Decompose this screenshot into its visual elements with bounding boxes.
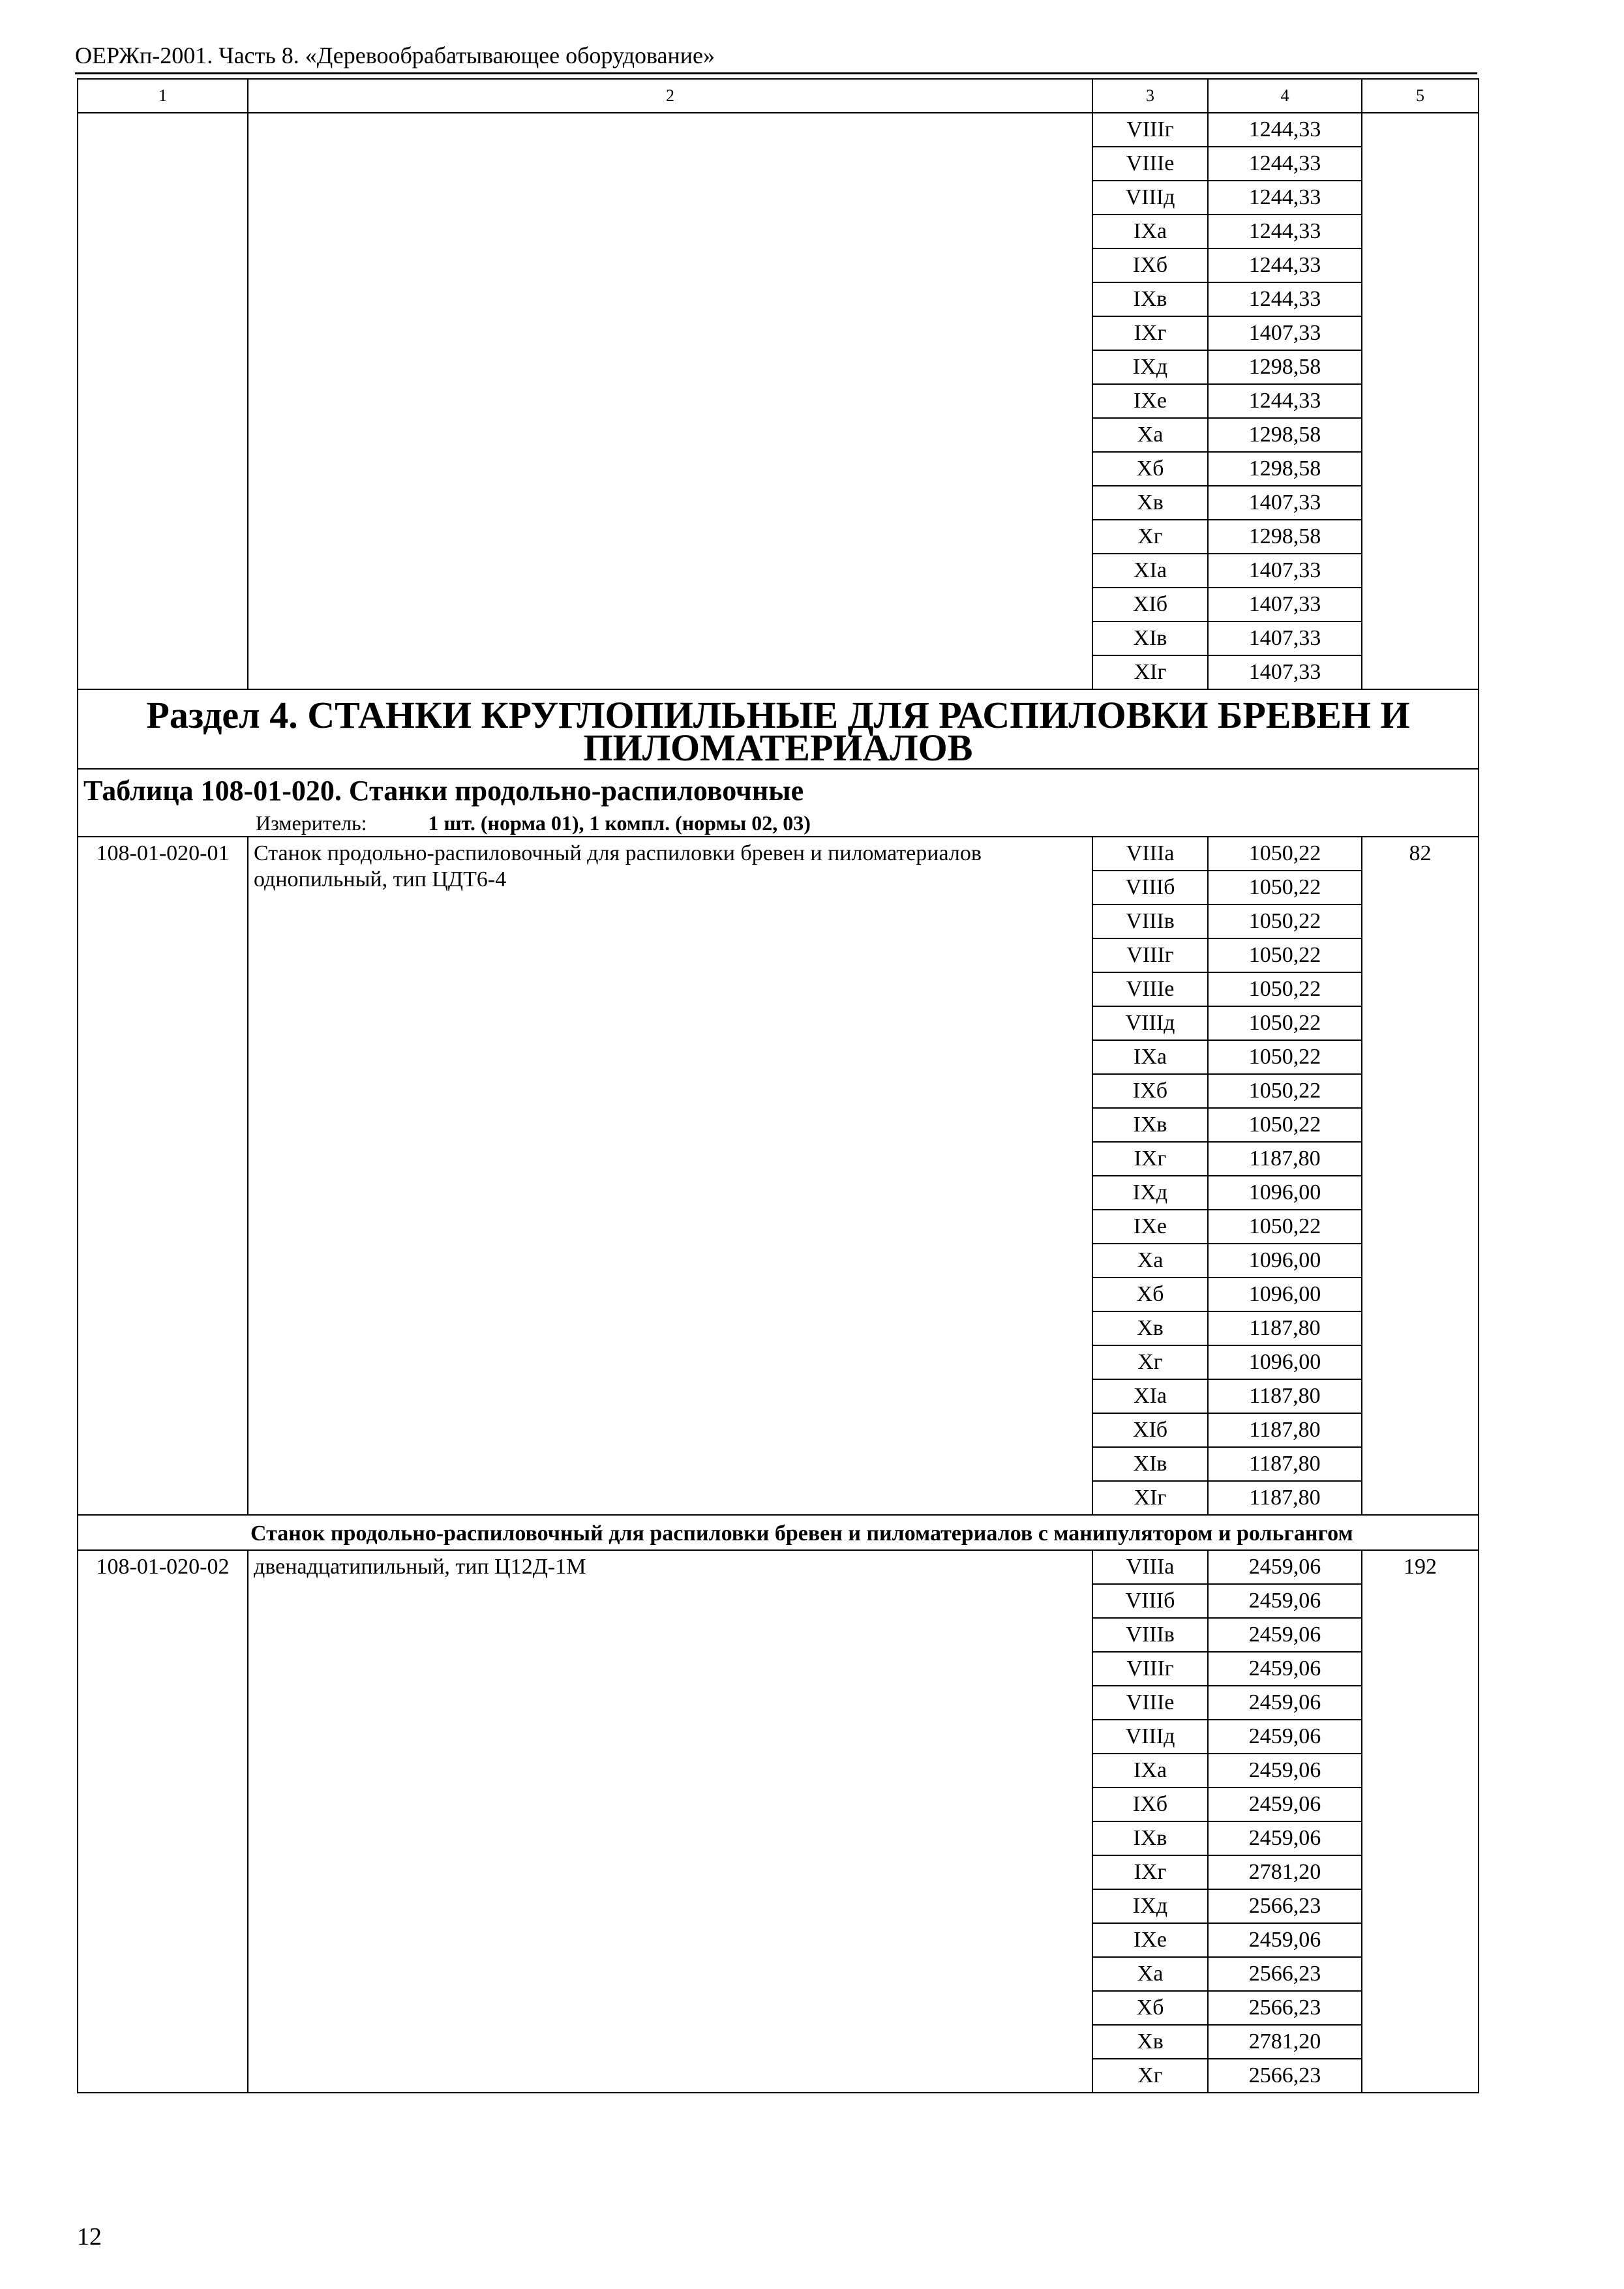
table-title: Таблица 108-01-020. Станки продольно-распиловочные	[83, 775, 804, 807]
zone-cell: Xа	[1092, 1244, 1208, 1278]
note-cell-empty	[1362, 113, 1479, 689]
price-cell: 1407,33	[1208, 486, 1362, 520]
price-cell: 1187,80	[1208, 1413, 1362, 1447]
page-header: ОЕРЖп-2001. Часть 8. «Деревообрабатывающее оборудование»	[75, 42, 715, 68]
price-cell: 1244,33	[1208, 248, 1362, 282]
price-cell: 1244,33	[1208, 113, 1362, 147]
zone-cell: VIIIг	[1092, 113, 1208, 147]
price-cell: 1407,33	[1208, 655, 1362, 689]
zone-cell: IXд	[1092, 1889, 1208, 1923]
price-cell: 2459,06	[1208, 1754, 1362, 1788]
price-cell: 1187,80	[1208, 1142, 1362, 1176]
zone-cell: IXв	[1092, 1108, 1208, 1142]
price-cell: 1050,22	[1208, 905, 1362, 938]
description-cell	[248, 1550, 1092, 2093]
description-cell-empty	[248, 113, 1092, 689]
zone-cell: VIIIд	[1092, 1006, 1208, 1040]
zone-cell: IXд	[1092, 1176, 1208, 1210]
measure-label: Измеритель:	[256, 811, 367, 835]
zone-cell: VIIIе	[1092, 147, 1208, 181]
table-title-row	[78, 769, 1479, 837]
price-cell: 1407,33	[1208, 554, 1362, 588]
price-cell: 1050,22	[1208, 1074, 1362, 1108]
zone-cell: IXа	[1092, 1754, 1208, 1788]
zone-cell: XIб	[1092, 588, 1208, 621]
zone-cell: Xа	[1092, 1957, 1208, 1991]
zone-cell: XIв	[1092, 621, 1208, 655]
zone-cell: IXб	[1092, 1788, 1208, 1821]
zone-cell: IXа	[1092, 215, 1208, 248]
item-description: Станок продольно-распиловочный для распиловки бревен и пиломатериалов однопильный, тип ЦДТ6-4	[254, 841, 982, 891]
price-cell: 1407,33	[1208, 316, 1362, 350]
price-cell: 1050,22	[1208, 938, 1362, 972]
zone-cell: IXг	[1092, 316, 1208, 350]
price-cell: 1096,00	[1208, 1244, 1362, 1278]
table-row	[78, 1550, 1479, 1584]
column-number-row	[78, 79, 1479, 113]
table-row	[78, 113, 1479, 147]
price-cell: 1407,33	[1208, 588, 1362, 621]
zone-cell: IXд	[1092, 350, 1208, 384]
zone-cell: XIа	[1092, 554, 1208, 588]
description-cell	[248, 837, 1092, 1515]
price-cell: 2459,06	[1208, 1821, 1362, 1855]
page-number: 12	[77, 2223, 102, 2251]
item-description: двенадцатипильный, тип Ц12Д-1М	[254, 1555, 586, 1579]
zone-cell: Xг	[1092, 1345, 1208, 1379]
section-row	[78, 689, 1479, 769]
price-cell: 1096,00	[1208, 1345, 1362, 1379]
subheading-row	[78, 1515, 1479, 1550]
price-cell: 1298,58	[1208, 350, 1362, 384]
zone-cell: VIIIд	[1092, 181, 1208, 215]
zone-cell: VIIIб	[1092, 1584, 1208, 1618]
price-cell: 1407,33	[1208, 621, 1362, 655]
zone-cell: Xа	[1092, 418, 1208, 452]
column-number: 4	[1208, 79, 1362, 113]
zone-cell: IXв	[1092, 1821, 1208, 1855]
column-number: 3	[1092, 79, 1208, 113]
price-cell: 1050,22	[1208, 1108, 1362, 1142]
header-rule	[75, 72, 1477, 74]
zone-cell: Xб	[1092, 1278, 1208, 1311]
zone-cell: VIIIв	[1092, 905, 1208, 938]
price-cell: 1050,22	[1208, 1040, 1362, 1074]
zone-cell: Xв	[1092, 1311, 1208, 1345]
zone-cell: IXб	[1092, 248, 1208, 282]
zone-cell: IXе	[1092, 1923, 1208, 1957]
price-cell: 1187,80	[1208, 1481, 1362, 1515]
code-cell: 108-01-020-02	[78, 1550, 248, 2093]
measure-line	[83, 810, 1473, 836]
zone-cell: VIIIв	[1092, 1618, 1208, 1652]
zone-cell: IXг	[1092, 1142, 1208, 1176]
note-cell: 82	[1362, 837, 1479, 1515]
zone-cell: VIIIе	[1092, 1686, 1208, 1720]
table-title-cell	[78, 769, 1479, 837]
zone-cell: IXв	[1092, 282, 1208, 316]
zone-cell: IXб	[1092, 1074, 1208, 1108]
price-table	[77, 78, 1479, 2093]
zone-cell: VIIIд	[1092, 1720, 1208, 1754]
zone-cell: Xг	[1092, 520, 1208, 554]
zone-cell: Xб	[1092, 1991, 1208, 2025]
price-cell: 2566,23	[1208, 1889, 1362, 1923]
zone-cell: VIIIг	[1092, 938, 1208, 972]
section-title: Раздел 4. СТАНКИ КРУГЛОПИЛЬНЫЕ ДЛЯ РАСПИЛОВКИ БРЕВЕН И ПИЛОМАТЕРИАЛОВ	[78, 689, 1479, 769]
price-cell: 1050,22	[1208, 837, 1362, 871]
price-cell: 2781,20	[1208, 1855, 1362, 1889]
price-cell: 1298,58	[1208, 418, 1362, 452]
price-cell: 1050,22	[1208, 1210, 1362, 1244]
price-cell: 2459,06	[1208, 1550, 1362, 1584]
column-number: 1	[78, 79, 248, 113]
price-cell: 1096,00	[1208, 1176, 1362, 1210]
zone-cell: XIг	[1092, 655, 1208, 689]
measure-value: 1 шт. (норма 01), 1 компл. (нормы 02, 03)	[428, 811, 811, 835]
price-cell: 2566,23	[1208, 1991, 1362, 2025]
price-cell: 1244,33	[1208, 215, 1362, 248]
zone-cell: XIб	[1092, 1413, 1208, 1447]
price-cell: 2459,06	[1208, 1652, 1362, 1686]
zone-cell: VIIIа	[1092, 1550, 1208, 1584]
price-cell: 1050,22	[1208, 972, 1362, 1006]
price-cell: 1187,80	[1208, 1379, 1362, 1413]
zone-cell: XIв	[1092, 1447, 1208, 1481]
price-cell: 1096,00	[1208, 1278, 1362, 1311]
zone-cell: VIIIе	[1092, 972, 1208, 1006]
code-cell: 108-01-020-01	[78, 837, 248, 1515]
price-cell: 1244,33	[1208, 384, 1362, 418]
price-cell: 1187,80	[1208, 1311, 1362, 1345]
price-cell: 2459,06	[1208, 1618, 1362, 1652]
price-cell: 2459,06	[1208, 1686, 1362, 1720]
zone-cell: Xв	[1092, 2025, 1208, 2059]
price-cell: 2459,06	[1208, 1923, 1362, 1957]
zone-cell: VIIIб	[1092, 871, 1208, 905]
zone-cell: VIIIа	[1092, 837, 1208, 871]
price-cell: 1298,58	[1208, 452, 1362, 486]
column-number: 2	[248, 79, 1092, 113]
zone-cell: Xг	[1092, 2059, 1208, 2093]
group-subheading: Станок продольно-распиловочный для распиловки бревен и пиломатериалов с манипулятором и рольгангом	[78, 1515, 1479, 1550]
price-cell: 2566,23	[1208, 2059, 1362, 2093]
zone-cell: XIг	[1092, 1481, 1208, 1515]
price-cell: 2459,06	[1208, 1720, 1362, 1754]
table-row	[78, 837, 1479, 871]
price-cell: 1050,22	[1208, 871, 1362, 905]
price-cell: 1244,33	[1208, 147, 1362, 181]
zone-cell: IXа	[1092, 1040, 1208, 1074]
price-cell: 1187,80	[1208, 1447, 1362, 1481]
zone-cell: Xб	[1092, 452, 1208, 486]
zone-cell: Xв	[1092, 486, 1208, 520]
price-cell: 1244,33	[1208, 181, 1362, 215]
code-cell-empty	[78, 113, 248, 689]
zone-cell: XIа	[1092, 1379, 1208, 1413]
price-cell: 1298,58	[1208, 520, 1362, 554]
table-body	[78, 79, 1479, 2093]
zone-cell: IXе	[1092, 384, 1208, 418]
zone-cell: VIIIг	[1092, 1652, 1208, 1686]
price-cell: 2459,06	[1208, 1788, 1362, 1821]
price-cell: 1050,22	[1208, 1006, 1362, 1040]
zone-cell: IXг	[1092, 1855, 1208, 1889]
zone-cell: IXе	[1092, 1210, 1208, 1244]
price-cell: 2781,20	[1208, 2025, 1362, 2059]
note-cell: 192	[1362, 1550, 1479, 2093]
column-number: 5	[1362, 79, 1479, 113]
price-cell: 2566,23	[1208, 1957, 1362, 1991]
price-cell: 2459,06	[1208, 1584, 1362, 1618]
price-cell: 1244,33	[1208, 282, 1362, 316]
